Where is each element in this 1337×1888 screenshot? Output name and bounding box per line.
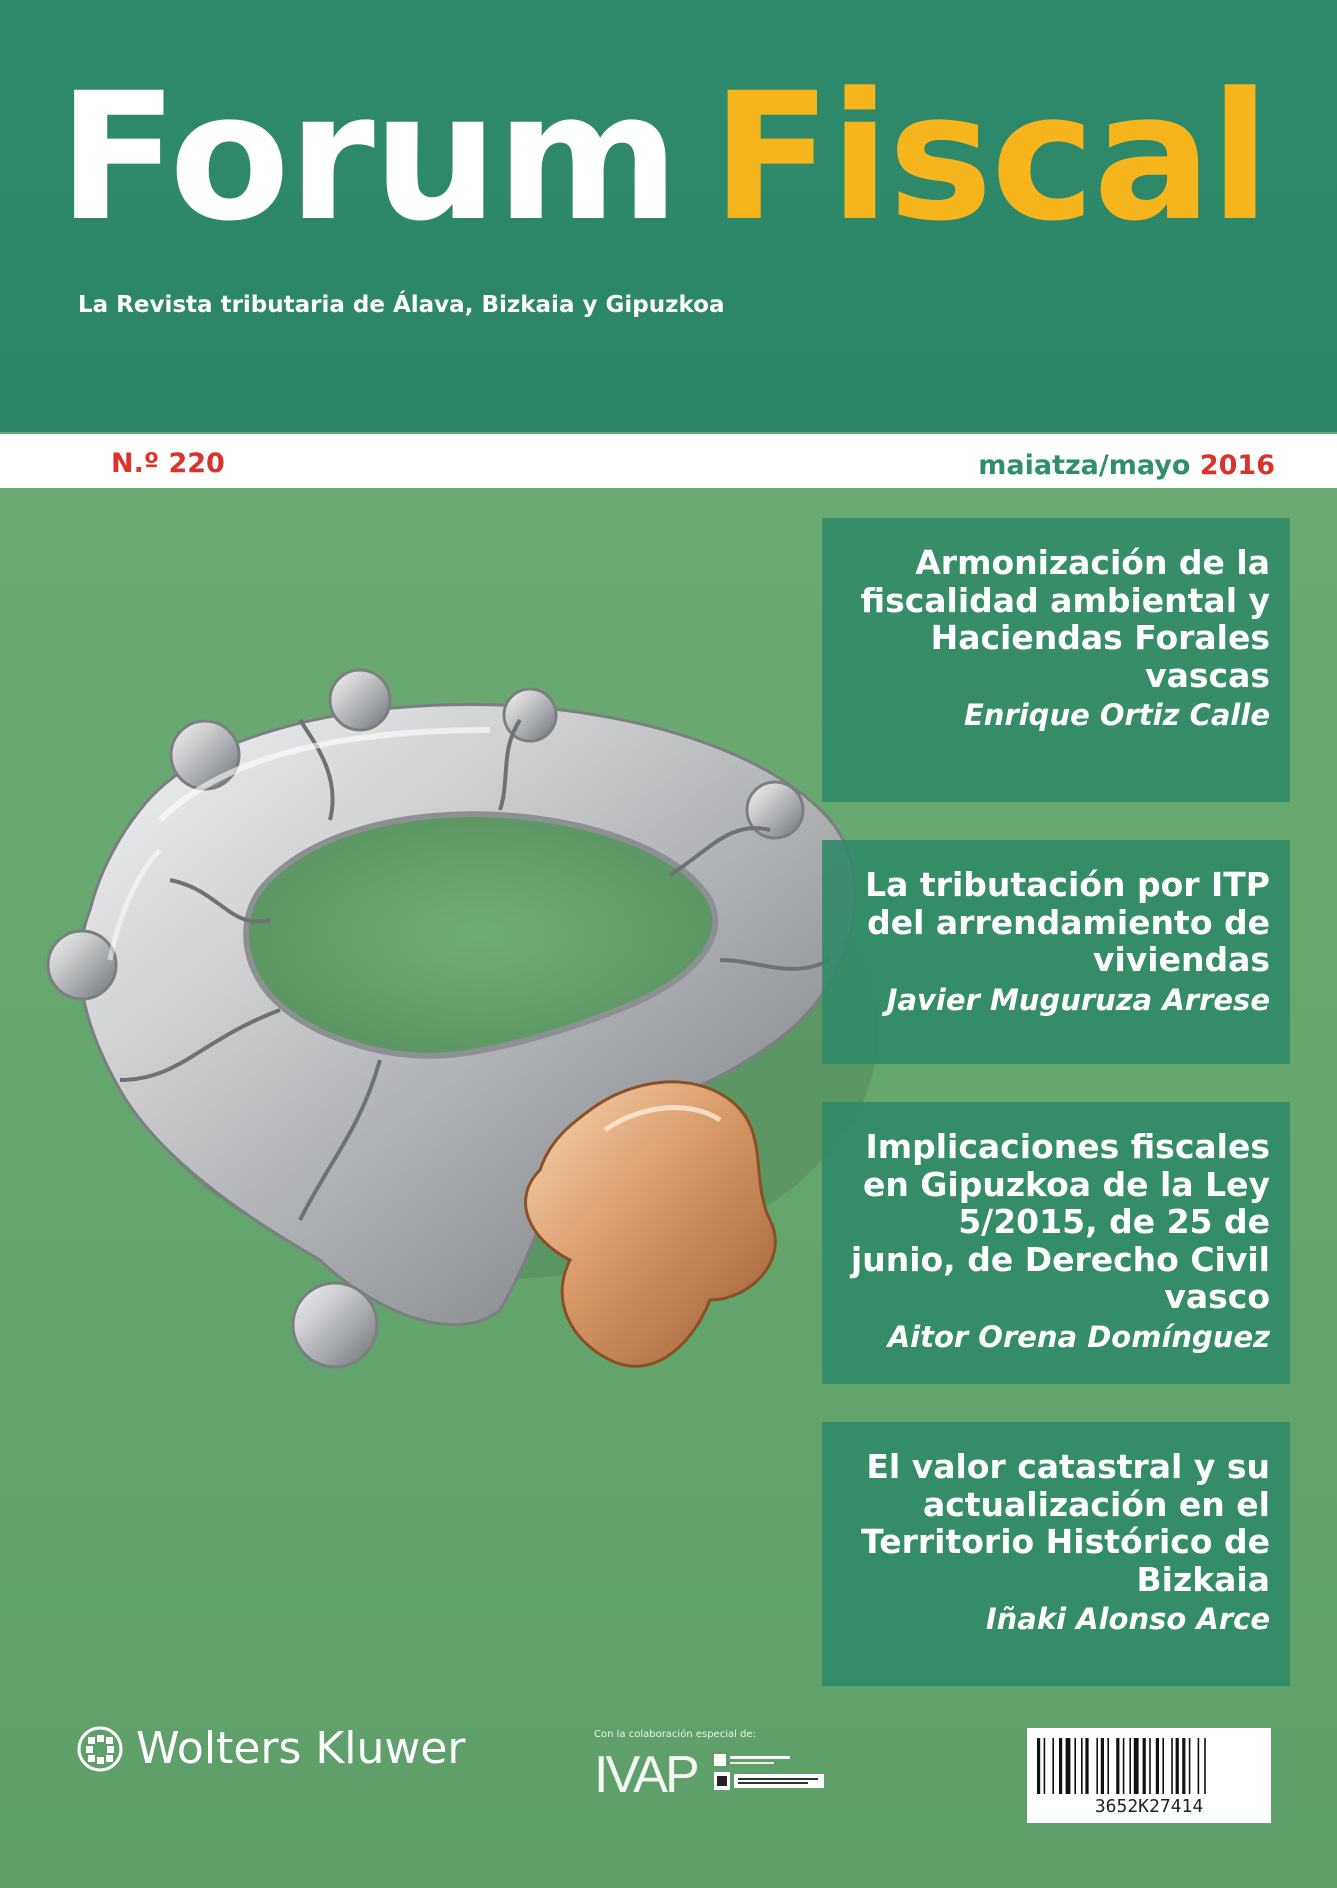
barcode-bar <box>1101 1738 1104 1794</box>
barcode-bar <box>1182 1738 1185 1794</box>
barcode-bar <box>1085 1738 1088 1794</box>
barcode-bar <box>1044 1738 1046 1794</box>
magazine-title <box>58 55 1269 260</box>
article-author: Enrique Ortiz Calle <box>963 698 1270 733</box>
eusko-jaurlaritza-logo-icon <box>714 1754 832 1794</box>
barcode-bar <box>1096 1738 1098 1794</box>
barcode-bar <box>1123 1738 1125 1794</box>
barcode-number: 3652K27414 <box>1094 1796 1204 1817</box>
barcode-bar <box>1037 1738 1040 1794</box>
issue-month: maiatza/mayo <box>978 450 1191 481</box>
barcode-bar <box>1052 1738 1054 1794</box>
article-title: La tributación por ITP del arrendamiento de viviendas <box>865 865 1270 980</box>
publisher-name: Wolters Kluwer <box>136 1723 466 1774</box>
barcode-bar <box>1156 1738 1159 1794</box>
barcode-bar <box>1129 1738 1131 1794</box>
issue-date <box>978 450 1275 481</box>
barcode-bar <box>1204 1738 1206 1794</box>
barcode-bar <box>1107 1738 1109 1794</box>
article-card[interactable] <box>822 518 1290 802</box>
publisher-logo <box>76 1723 466 1774</box>
article-card[interactable] <box>822 840 1290 1064</box>
article-title: El valor catastral y su actualización en el Territorio Histórico de Bizkaia <box>861 1447 1270 1599</box>
article-author: Aitor Orena Domínguez <box>887 1320 1270 1355</box>
article-author: Javier Muguruza Arrese <box>886 982 1270 1017</box>
barcode <box>1027 1728 1271 1823</box>
barcode-bar <box>1189 1738 1191 1794</box>
collaboration-label: Con la colaboración especial de: <box>594 1729 756 1740</box>
collaboration-label-block <box>594 1722 756 1741</box>
barcode-bar <box>1198 1738 1200 1794</box>
barcode-bar <box>1176 1738 1179 1794</box>
barcode-bar <box>1116 1738 1119 1794</box>
ivap-logo: IVAP <box>594 1746 697 1804</box>
article-title: Armonización de la fiscalidad ambiental y Haciendas Forales vascas <box>860 543 1270 695</box>
article-title: Implicaciones fiscales en Gipuzkoa de la Ley 5/2015, de 25 de junio, de Derecho Civil vasco <box>850 1127 1270 1317</box>
tagline: La Revista tributaria de Álava, Bizkaia y Gipuzkoa <box>78 292 725 318</box>
title-word-fiscal: Fiscal <box>711 55 1269 260</box>
issue-number: N.º 220 <box>111 448 225 479</box>
issue-year: 2016 <box>1199 450 1275 481</box>
barcode-bar <box>1162 1738 1164 1794</box>
article-card[interactable] <box>822 1422 1290 1686</box>
barcode-bar <box>1059 1738 1062 1794</box>
barcode-bar <box>1143 1738 1146 1794</box>
barcode-bars <box>1035 1738 1263 1794</box>
barcode-bar <box>1074 1738 1076 1794</box>
barcode-bar <box>1171 1738 1173 1794</box>
barcode-bar <box>1149 1738 1151 1794</box>
barcode-bar <box>1066 1738 1071 1794</box>
article-card[interactable] <box>822 1102 1290 1384</box>
wolters-kluwer-logo-icon <box>76 1725 124 1773</box>
article-author: Iñaki Alonso Arce <box>985 1602 1270 1637</box>
barcode-bar <box>1134 1738 1139 1794</box>
title-word-forum: Forum <box>58 55 678 260</box>
barcode-bar <box>1081 1738 1083 1794</box>
